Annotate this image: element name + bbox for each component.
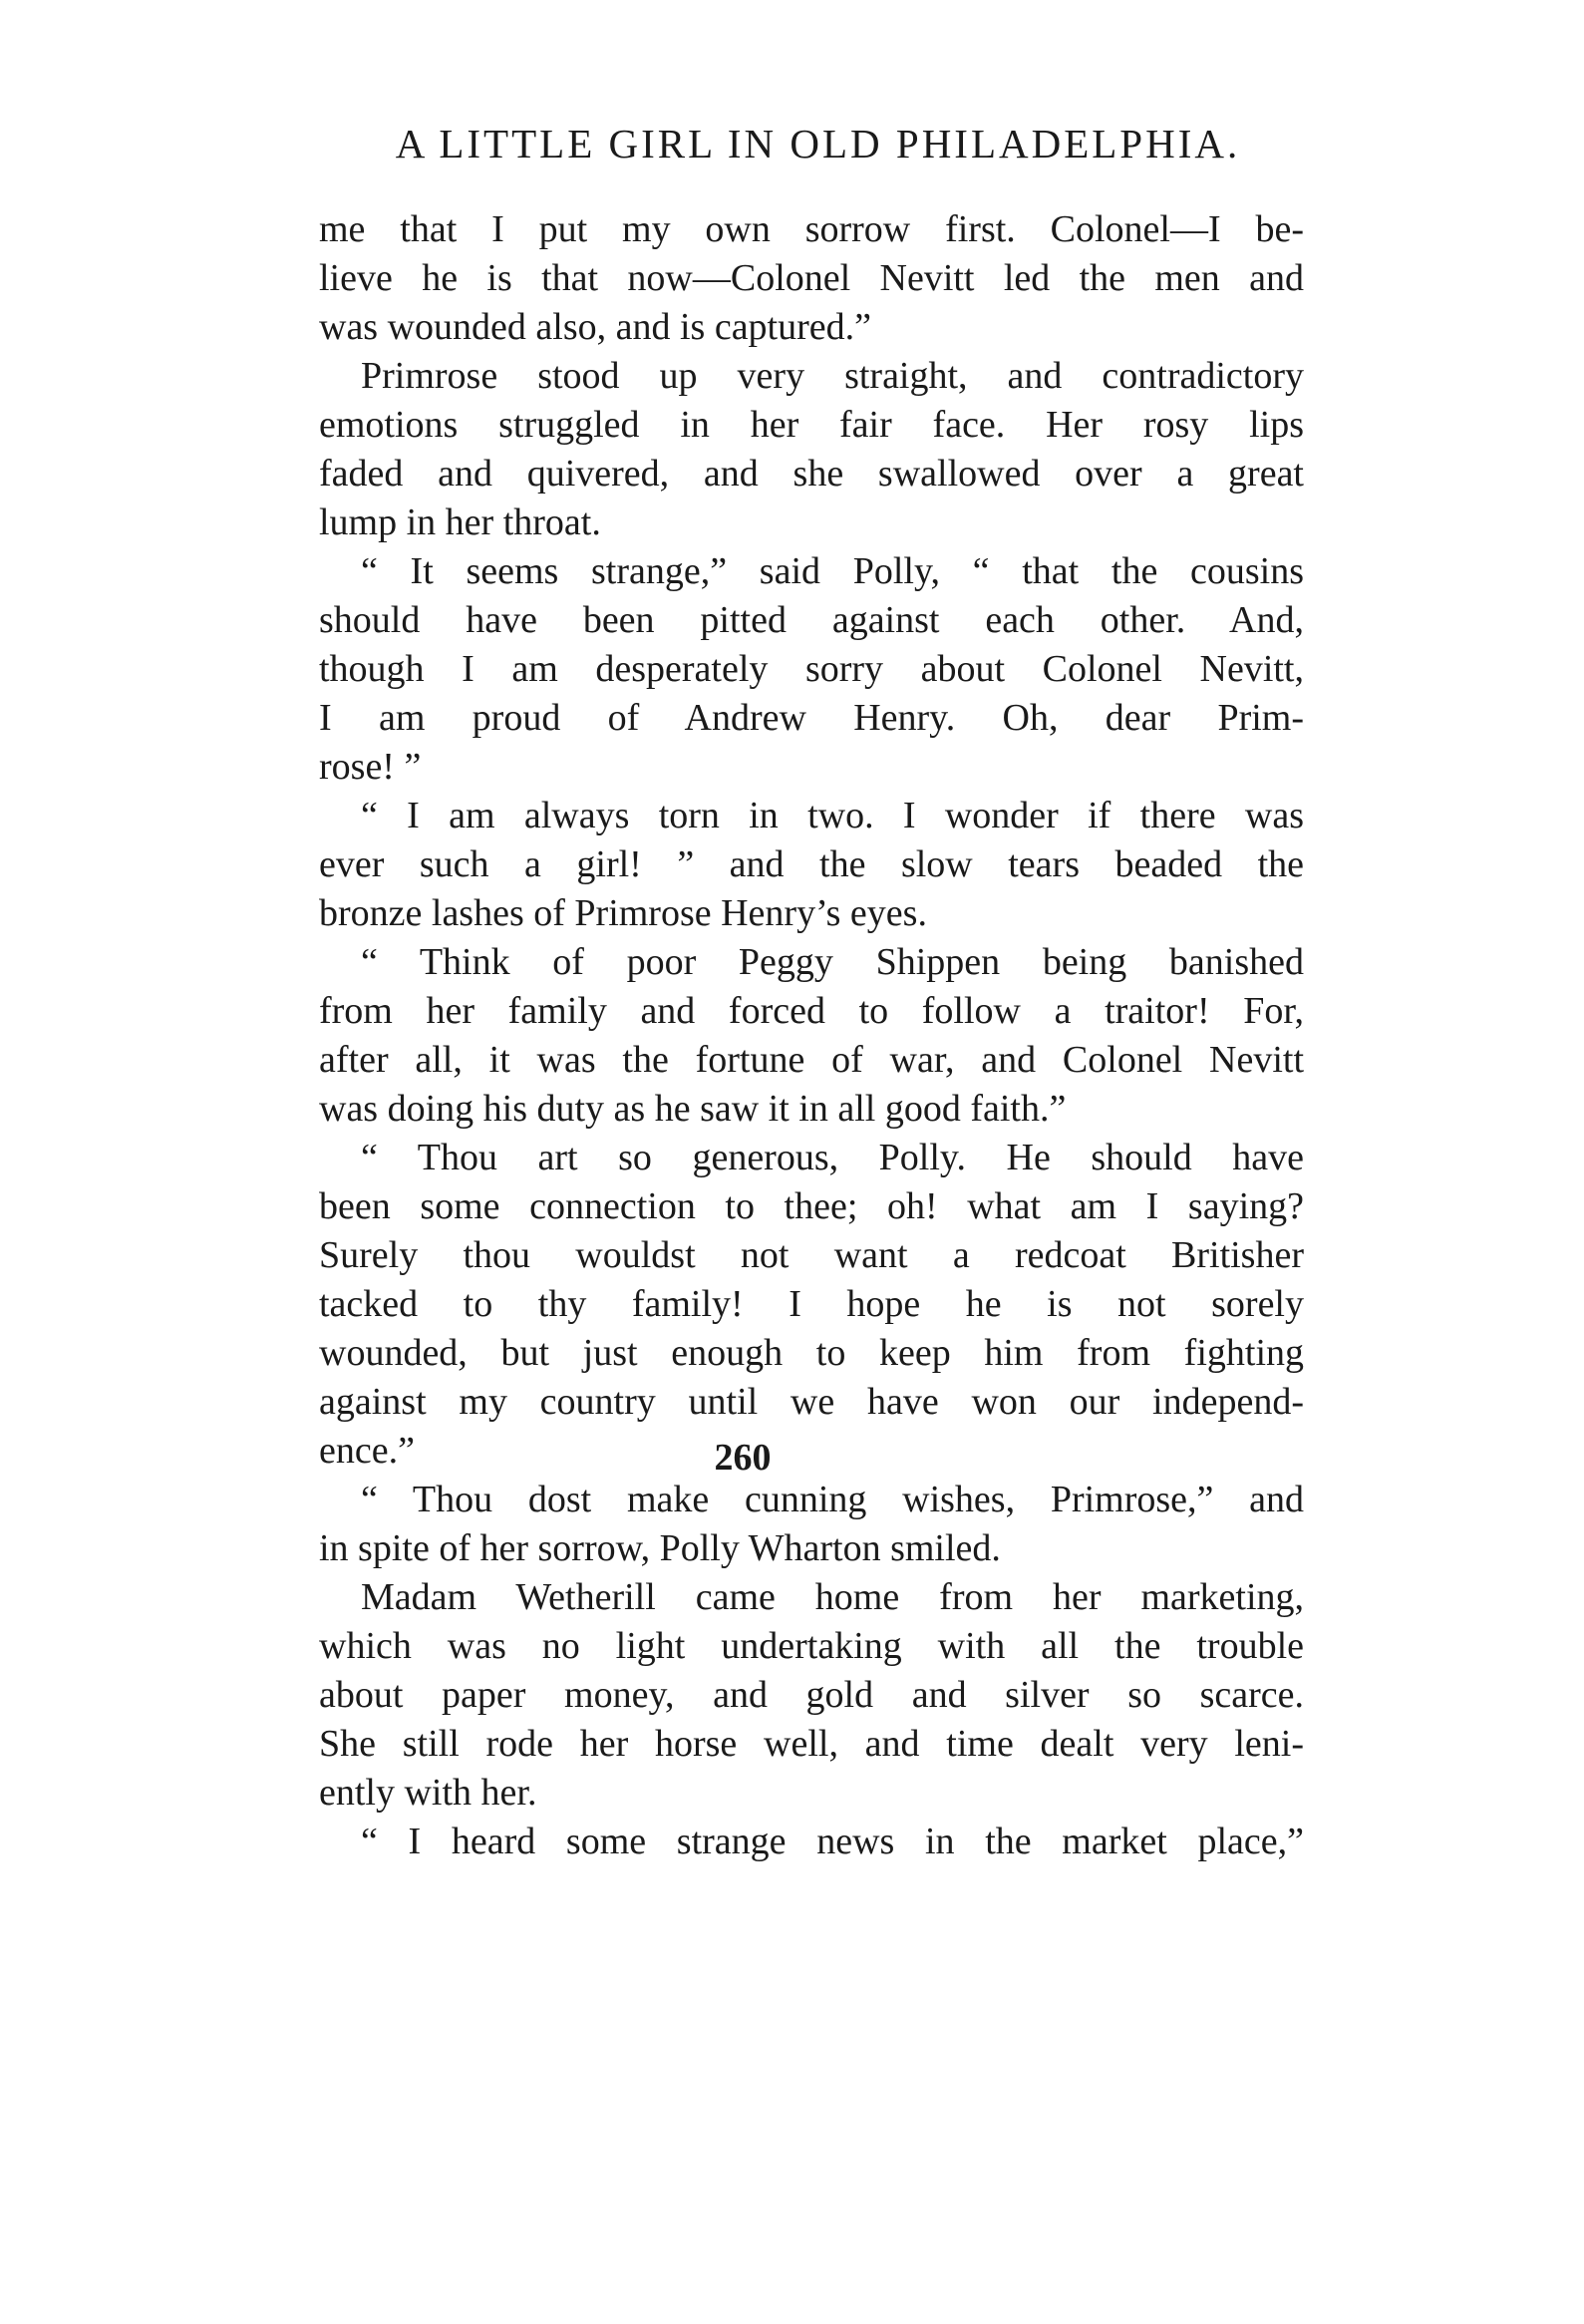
text-line: “ It seems strange,” said Polly, “ that the cousins <box>361 550 1304 592</box>
text-line: though I am desperately sorry about Colonel Nevitt, <box>319 648 1304 690</box>
text-line: wounded, but just enough to keep him from fighting <box>319 1332 1304 1374</box>
text-line: about paper money, and gold and silver so scarce. <box>319 1674 1304 1716</box>
text-line: lieve he is that now—Colonel Nevitt led the men and <box>319 257 1304 299</box>
text-line: which was no light undertaking with all the trouble <box>319 1625 1304 1667</box>
text-line: should have been pitted against each other. And, <box>319 599 1304 641</box>
text-line: “ Thou dost make cunning wishes, Primrose,” and <box>361 1479 1304 1520</box>
text-line: was wounded also, and is captured.” <box>319 306 872 348</box>
body-text <box>319 205 1304 1866</box>
text-line: emotions struggled in her fair face. Her rosy lips <box>319 404 1304 446</box>
text-line: “ I am always torn in two. I wonder if there was <box>361 795 1304 836</box>
text-line: “ I heard some strange news in the market place,” <box>361 1821 1304 1862</box>
text-line: bronze lashes of Primrose Henry’s eyes. <box>319 892 927 934</box>
text-line: ently with her. <box>319 1772 537 1814</box>
text-line: after all, it was the fortune of war, and Colonel Nevitt <box>319 1039 1304 1081</box>
running-head: A LITTLE GIRL IN OLD PHILADELPHIA. <box>395 121 1241 166</box>
text-line: Primrose stood up very straight, and contradictory <box>361 355 1304 397</box>
text-line: “ Thou art so generous, Polly. He should have <box>361 1137 1304 1178</box>
text-line: been some connection to thee; oh! what am I saying? <box>319 1185 1304 1227</box>
text-line: faded and quivered, and she swallowed over a great <box>319 453 1304 495</box>
text-line: in spite of her sorrow, Polly Wharton smiled. <box>319 1527 1001 1569</box>
text-line: Surely thou wouldst not want a redcoat Britisher <box>319 1234 1304 1276</box>
text-line: against my country until we have won our independ- <box>319 1381 1304 1423</box>
text-line: ever such a girl! ” and the slow tears beaded the <box>319 843 1304 885</box>
text-line: ence.” <box>319 1430 415 1472</box>
text-line: tacked to thy family! I hope he is not sorely <box>319 1283 1304 1325</box>
text-line: She still rode her horse well, and time dealt very leni- <box>319 1723 1304 1765</box>
text-line: Madam Wetherill came home from her marketing, <box>361 1576 1304 1618</box>
text-line: I am proud of Andrew Henry. Oh, dear Prim- <box>319 697 1304 739</box>
text-line: rose! ” <box>319 746 422 788</box>
text-line: me that I put my own sorrow first. Colonel—I be- <box>319 208 1304 250</box>
page-number: 260 <box>714 1437 772 1479</box>
text-line: lump in her throat. <box>319 501 601 543</box>
text-line: “ Think of poor Peggy Shippen being banished <box>361 941 1304 983</box>
text-line: from her family and forced to follow a traitor! For, <box>319 990 1304 1032</box>
text-line: was doing his duty as he saw it in all good faith.” <box>319 1088 1067 1130</box>
